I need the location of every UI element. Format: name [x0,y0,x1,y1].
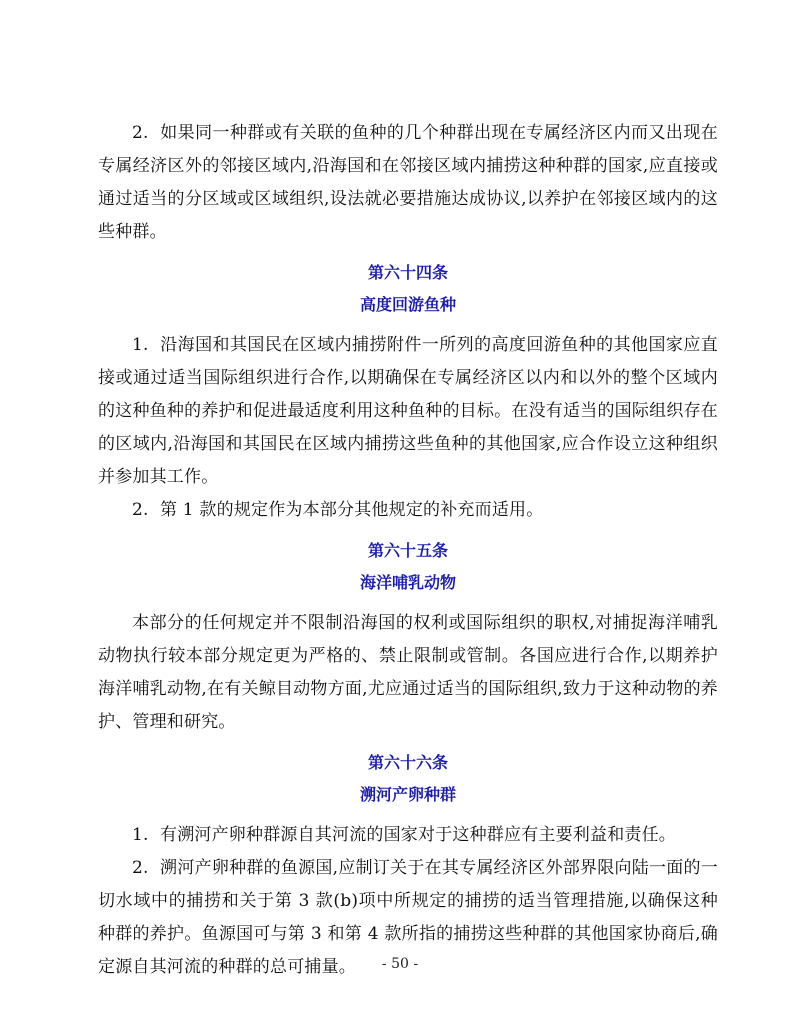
paragraph-text: 如果同一种群或有关联的鱼种的几个种群出现在专属经济区内而又出现在专属经济区外的邻接区域内,沿海国和在邻接区域内捕捞这种种群的国家,应直接或通过适当的分区域或区域组织,设法就必要措施达成协议,以养护在邻接区域内的这些种群。 [98,123,718,242]
page-number: - 50 - [381,956,419,972]
paragraph-text: 本部分的任何规定并不限制沿海国的权利或国际组织的职权,对捕捉海洋哺乳动物执行较本部分规定更为严格的、禁止限制或管制。各国应进行合作,以期养护海洋哺乳动物,在有关鲸目动物方面,尤应通过适当的国际组织,致力于这种动物的养护、管理和研究。 [98,613,718,732]
article-65-number: 第六十五条 [367,541,448,560]
paragraph-number: 1. [132,335,149,355]
paragraph-text: 第 1 款的规定作为本部分其他规定的补充而适用。 [160,500,544,520]
article-64-paragraph-1 [98,329,718,494]
article-64-title: 高度回游鱼种 [359,295,456,314]
document-body [98,117,718,984]
article-65-paragraph [98,607,718,739]
article-65-title: 海洋哺乳动物 [359,573,456,592]
article-66-title: 溯河产卵种群 [359,785,456,804]
paragraph-number: 1. [132,825,149,845]
article-64-paragraph-2 [98,494,718,527]
paragraph-text: 沿海国和其国民在区域内捕捞附件一所列的高度回游鱼种的其他国家应直接或通过适当国际组织进行合作,以期确保在专属经济区以内和以外的整个区域内的这种鱼种的养护和促进最适度利用这种鱼种的目标。在没有适当的国际组织存在的区域内,沿海国和其国民在区域内捕捞这些鱼种的其他国家,应合作设立这种组织并参加其工作。 [98,335,718,487]
paragraph-number: 2. [132,858,149,878]
article-64-number: 第六十四条 [367,263,448,282]
paragraph-text: 溯河产卵种群的鱼源国,应制订关于在其专属经济区外部界限向陆一面的一切水域中的捕捞和关于第 3 款(b)项中所规定的捕捞的适当管理措施,以确保这种种群的养护。鱼源国可与第 3 和第 4 款所指的捕捞这些种群的其他国家协商后,确定源自其河流的种群的总可捕量。 [98,858,718,977]
paragraph-text: 有溯河产卵种群源自其河流的国家对于这种群应有主要利益和责任。 [160,825,676,845]
article-63-paragraph-2 [98,117,718,249]
paragraph-number: 2. [132,500,149,520]
paragraph-number: 2. [132,123,149,143]
article-66-paragraph-1 [98,819,718,852]
article-66-number: 第六十六条 [367,753,448,772]
